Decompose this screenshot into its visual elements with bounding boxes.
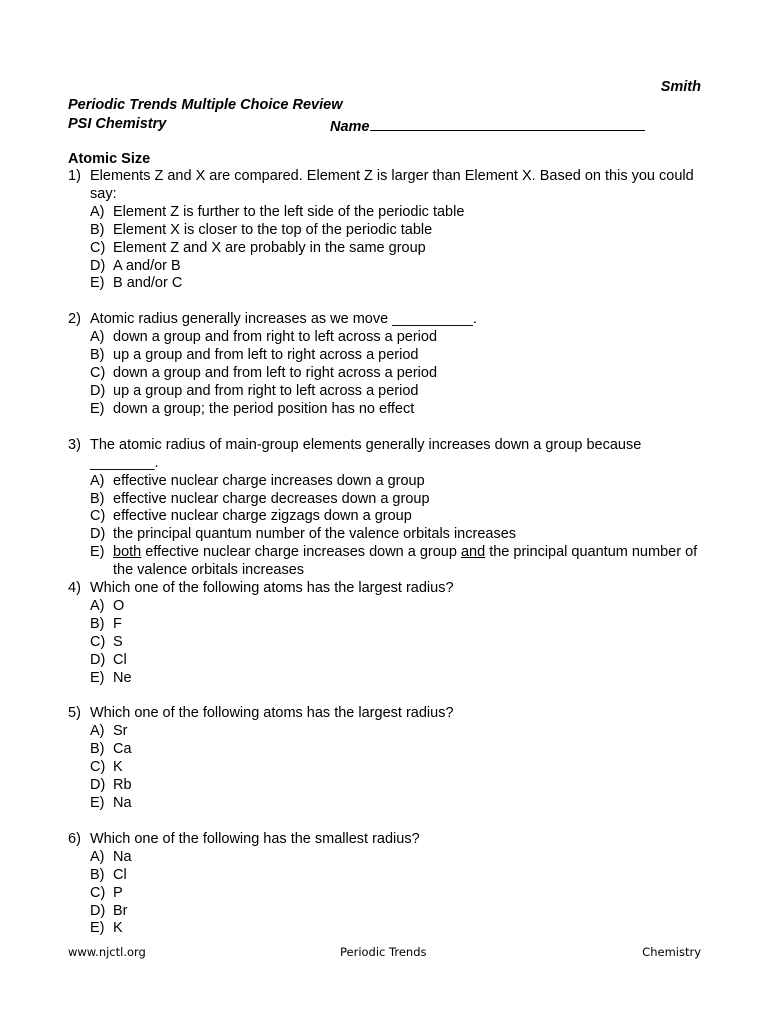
question bbox=[68, 831, 708, 938]
name-blank-line bbox=[370, 116, 645, 131]
answer-option: B) Cl bbox=[90, 866, 127, 883]
answer-option: D) the principal quantum number of the valence orbitals increases bbox=[90, 526, 517, 543]
question-number: 2) bbox=[68, 311, 81, 328]
answer-option: A) effective nuclear charge increases down a group bbox=[90, 472, 425, 489]
answer-option: D) Rb bbox=[90, 777, 132, 794]
answer-option: E) Na bbox=[90, 795, 132, 811]
question bbox=[68, 311, 708, 418]
course-name: PSI Chemistry bbox=[68, 116, 167, 132]
answer-option: E) K bbox=[90, 920, 123, 937]
answer-option: B) Element X is closer to the top of the periodic table bbox=[90, 221, 433, 238]
answer-option: A) Sr bbox=[90, 723, 128, 740]
question-text: The atomic radius of main-group elements generally increases down a group because ________. bbox=[90, 436, 642, 471]
question bbox=[68, 168, 708, 293]
name-field bbox=[330, 116, 645, 135]
answer-option: B) up a group and from left to right across a period bbox=[90, 347, 419, 364]
answer-option: C) K bbox=[90, 759, 123, 776]
answer-option: E) down a group; the period position has no effect bbox=[90, 400, 415, 417]
answer-option: C) P bbox=[90, 884, 123, 901]
section-title: Atomic Size bbox=[68, 151, 151, 167]
question bbox=[68, 705, 708, 812]
answer-option: C) effective nuclear charge zigzags down a group bbox=[90, 508, 412, 525]
answer-option: C) Element Z and X are probably in the same group bbox=[90, 239, 426, 256]
question-list bbox=[68, 168, 708, 938]
answer-option: C) down a group and from left to right across a period bbox=[90, 365, 438, 382]
answer-option: D) up a group and from right to left across a period bbox=[90, 382, 419, 399]
answer-option: D) Cl bbox=[90, 651, 127, 668]
author-name: Smith bbox=[660, 79, 701, 95]
answer-option: A) down a group and from right to left across a period bbox=[90, 329, 438, 346]
answer-option: A) Element Z is further to the left side of the periodic table bbox=[90, 203, 465, 220]
name-label: Name bbox=[330, 119, 370, 135]
answer-option: B) effective nuclear charge decreases down a group bbox=[90, 490, 430, 507]
question-number: 3) bbox=[68, 436, 81, 453]
question-number: 6) bbox=[68, 830, 81, 847]
answer-option: E) Ne bbox=[90, 669, 132, 686]
footer-website: www.njctl.org bbox=[68, 945, 146, 959]
answer-option: B) Ca bbox=[90, 741, 132, 758]
footer-subject: Chemistry bbox=[642, 945, 701, 959]
question-text: Which one of the following has the smallest radius? bbox=[90, 830, 420, 847]
answer-option: C) S bbox=[90, 633, 123, 650]
question-number: 1) bbox=[68, 168, 81, 184]
answer-option: E) both effective nuclear charge increases down a group and the principal quantum number of the valence orbitals increases bbox=[90, 544, 698, 579]
answer-option: E) B and/or C bbox=[90, 275, 183, 292]
question-text: Which one of the following atoms has the largest radius? bbox=[90, 705, 454, 722]
answer-option: B) F bbox=[90, 615, 122, 632]
question-text: Atomic radius generally increases as we move __________. bbox=[90, 311, 477, 328]
question-number: 4) bbox=[68, 580, 81, 597]
answer-option: A) Na bbox=[90, 848, 132, 865]
question-text: Which one of the following atoms has the largest radius? bbox=[90, 580, 454, 597]
question bbox=[68, 437, 708, 580]
worksheet-title: Periodic Trends Multiple Choice Review bbox=[68, 97, 343, 113]
answer-option: D) Br bbox=[90, 902, 128, 919]
question bbox=[68, 580, 708, 687]
question-text: Elements Z and X are compared. Element Z is larger than Element X. Based on this you could say: bbox=[90, 168, 694, 202]
footer-topic: Periodic Trends bbox=[340, 945, 427, 959]
answer-option: D) A and/or B bbox=[90, 257, 181, 274]
question-number: 5) bbox=[68, 705, 81, 722]
answer-option: A) O bbox=[90, 597, 125, 614]
